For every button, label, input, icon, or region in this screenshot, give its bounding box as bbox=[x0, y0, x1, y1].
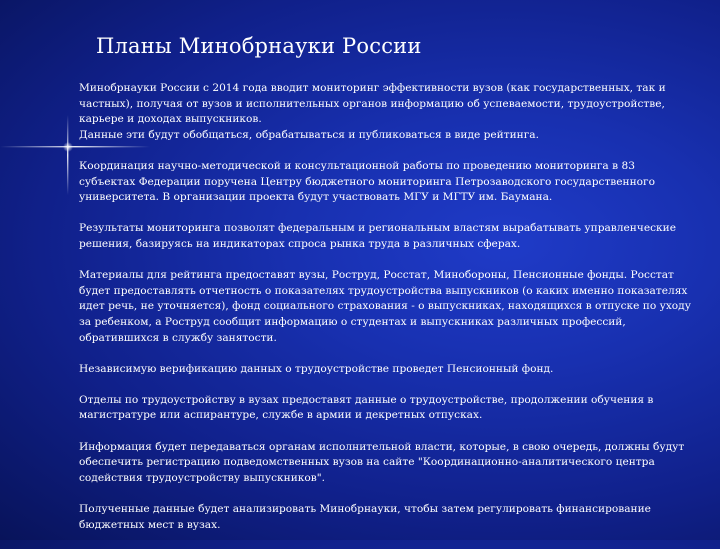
paragraph-verification bbox=[79, 362, 691, 378]
slide-title: Планы Минобрнауки России bbox=[96, 34, 422, 58]
paragraph-monitoring-intro bbox=[79, 81, 691, 143]
paragraph-line: Информация будет передаваться органам исполнительной власти, которые, в свою очередь, должны будут обеспечить регистрацию подведомственных вузов на сайте "Координационно-аналитического центра содействия трудоустройству выпускников". bbox=[79, 440, 685, 484]
paragraph-line: Координация научно-методической и консультационной работы по проведению мониторинга в 83 субъектах Федерации поручена Центру бюджетного мониторинга Петрозаводского государственного университета. В организации проекта будут участвовать МГУ и МГТУ им. Баумана. bbox=[79, 159, 655, 204]
paragraph-employment-departments bbox=[79, 393, 691, 424]
paragraph-line: Материалы для рейтинга предоставят вузы, Роструд, Росстат, Минобороны, Пенсионные фонды. Росстат будет предоставлять отчетность о показателях трудоустройства выпускников (о каких именно показателях идет речь, не уточняется), фонд социального страхования - о выпускниках, находящихся в отпуске по уходу за ребенком, а Роструд сообщит информацию о студентах и выпускниках различных профессий, обратившихся в службу занятости. bbox=[79, 269, 691, 344]
paragraph-line: Данные эти будут обобщаться, обрабатываться и публиковаться в виде рейтинга. bbox=[79, 128, 539, 141]
slide-body bbox=[79, 81, 691, 549]
paragraph-line: Независимую верификацию данных о трудоустройстве проведет Пенсионный фонд. bbox=[79, 362, 554, 375]
paragraph-coordination bbox=[79, 159, 691, 206]
paragraph-results bbox=[79, 221, 691, 252]
paragraph-line: Минобрнауки России с 2014 года вводит мониторинг эффективности вузов (как государственных, так и частных), получая от вузов и исполнительных органов информацию об успеваемости, трудоустройстве, карьере и доходах выпускников. bbox=[79, 82, 666, 126]
paragraph-information-transfer bbox=[79, 440, 691, 487]
paragraph-line: Результаты мониторинга позволят федеральным и региональным властям вырабатывать управленческие решения, базируясь на индикаторах спроса рынка труда в различных сферах. bbox=[79, 222, 676, 250]
paragraph-funding-regulation bbox=[79, 502, 691, 533]
paragraph-line: Полученные данные будет анализировать Минобрнауки, чтобы затем регулировать финансирование бюджетных мест в вузах. bbox=[79, 503, 651, 531]
paragraph-line: Отделы по трудоустройству в вузах предоставят данные о трудоустройстве, продолжении обучения в магистратуре или аспирантуре, службе в армии и декретных отпусках. bbox=[79, 393, 654, 422]
paragraph-materials bbox=[79, 268, 691, 346]
